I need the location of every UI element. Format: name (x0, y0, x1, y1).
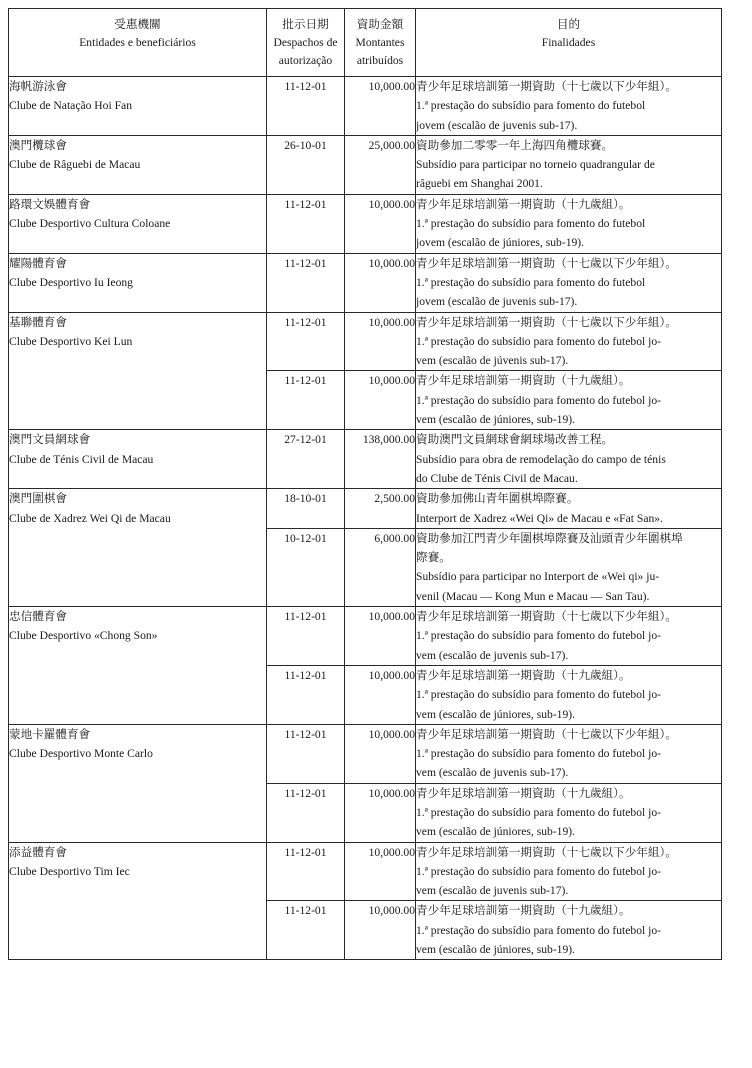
amount-cell: 10,000.00 (345, 253, 416, 312)
purpose-line: venil (Macau — Kong Mun e Macau — San Tau). (416, 589, 650, 603)
purpose-line: 1.ª prestação do subsídio para fomento do futebol jo- (416, 923, 661, 937)
header-purpose: 目的 Finalidades (416, 9, 722, 77)
table-row (9, 607, 722, 666)
purpose-line: 1.ª prestação do subsídio para fomento do futebol jo- (416, 629, 661, 643)
entity-cell (9, 430, 267, 489)
table-row (9, 312, 722, 371)
purpose-cell (416, 724, 722, 783)
purpose-line: vem (escalão de júniores, sub-19). (416, 825, 576, 839)
amount-cell: 10,000.00 (345, 194, 416, 253)
date-cell: 11-12-01 (267, 901, 345, 960)
entity-name-zh: 澳門文員網球會 (9, 433, 91, 447)
date-cell: 11-12-01 (267, 194, 345, 253)
entity-name-pt: Clube Desportivo «Chong Son» (9, 629, 158, 643)
purpose-cell (416, 783, 722, 842)
purpose-line: jovem (escalão de juvenis sub-17). (416, 118, 578, 132)
table-row (9, 724, 722, 783)
purpose-line: 資助參加二零零一年上海四角欖球賽。 (416, 138, 614, 152)
date-cell: 11-12-01 (267, 77, 345, 136)
purpose-cell (416, 528, 722, 606)
purpose-line: 青少年足球培訓第一期資助（十七歲以下少年組）。 (416, 610, 677, 624)
amount-cell: 2,500.00 (345, 489, 416, 529)
purpose-cell (416, 135, 722, 194)
purpose-line: 1.ª prestação do subsídio para fomento do futebol jo- (416, 747, 661, 761)
purpose-line: 青少年足球培訓第一期資助（十九歲組）。 (416, 668, 631, 682)
purpose-line: 青少年足球培訓第一期資助（十九歲組）。 (416, 197, 631, 211)
date-cell: 11-12-01 (267, 783, 345, 842)
purpose-line: vem (escalão de juvenis sub-17). (416, 884, 569, 898)
purpose-line: 1.ª prestação do subsídio para fomento do futebol (416, 99, 646, 113)
amount-cell: 10,000.00 (345, 783, 416, 842)
entity-name-pt: Clube Desportivo Cultura Coloane (9, 217, 171, 231)
entity-cell (9, 77, 267, 136)
purpose-line: 1.ª prestação do subsídio para fomento do futebol jo- (416, 393, 661, 407)
purpose-line: Interport de Xadrez «Wei Qi» de Macau e «Fat San». (416, 511, 663, 525)
amount-cell: 10,000.00 (345, 665, 416, 724)
amount-cell: 6,000.00 (345, 528, 416, 606)
purpose-cell (416, 77, 722, 136)
date-cell: 11-12-01 (267, 312, 345, 371)
purpose-line: 青少年足球培訓第一期資助（十九歲組）。 (416, 786, 631, 800)
purpose-line: vem (escalão de júniores, sub-19). (416, 413, 576, 427)
purpose-cell (416, 901, 722, 960)
date-cell: 11-12-01 (267, 253, 345, 312)
entity-cell (9, 135, 267, 194)
purpose-line: 青少年足球培訓第一期資助（十七歲以下少年組）。 (416, 315, 677, 329)
amount-cell: 10,000.00 (345, 901, 416, 960)
entity-name-zh: 耀陽體育會 (9, 256, 67, 270)
purpose-cell (416, 253, 722, 312)
header-entities: 受惠機關 Entidades e beneficiários (9, 9, 267, 77)
entity-name-pt: Clube Desportivo Kei Lun (9, 334, 133, 348)
purpose-line: 際賽。 (416, 551, 451, 565)
purpose-line: vem (escalão de júvenis sub-17). (416, 354, 569, 368)
purpose-line: 青少年足球培訓第一期資助（十七歲以下少年組）。 (416, 727, 677, 741)
purpose-line: 青少年足球培訓第一期資助（十七歲以下少年組）。 (416, 256, 677, 270)
entity-name-pt: Clube Desportivo Iu Ieong (9, 275, 133, 289)
purpose-line: Subsídio para participar no Interport de «Wei qi» ju- (416, 570, 660, 584)
purpose-cell (416, 430, 722, 489)
table-row (9, 489, 722, 529)
amount-cell: 10,000.00 (345, 77, 416, 136)
purpose-line: 1.ª prestação do subsídio para fomento do futebol (416, 217, 646, 231)
date-cell: 11-12-01 (267, 842, 345, 901)
table-row (9, 842, 722, 901)
purpose-line: 資助參加佛山青年圍棋埠際賽。 (416, 492, 579, 506)
amount-cell: 10,000.00 (345, 724, 416, 783)
purpose-line: 青少年足球培訓第一期資助（十七歲以下少年組）。 (416, 845, 677, 859)
purpose-cell (416, 489, 722, 529)
amount-cell: 10,000.00 (345, 371, 416, 430)
date-cell: 26-10-01 (267, 135, 345, 194)
purpose-cell (416, 607, 722, 666)
entity-cell (9, 842, 267, 960)
entity-name-pt: Clube Desportivo Monte Carlo (9, 747, 153, 761)
purpose-line: 青少年足球培訓第一期資助（十七歲以下少年組）。 (416, 80, 677, 93)
entity-name-zh: 澳門欖球會 (9, 138, 67, 152)
purpose-line: vem (escalão de juvenis sub-17). (416, 648, 569, 662)
date-cell: 27-12-01 (267, 430, 345, 489)
entity-cell (9, 607, 267, 725)
entity-name-pt: Clube de Râguebi de Macau (9, 158, 141, 172)
header-row (9, 9, 722, 77)
purpose-line: Subsídio para participar no torneio quadrangular de (416, 158, 655, 172)
entity-name-zh: 路環文娛體育會 (9, 197, 91, 211)
entity-name-pt: Clube de Natação Hoi Fan (9, 99, 132, 113)
date-cell: 11-12-01 (267, 665, 345, 724)
entity-name-zh: 海帆游泳會 (9, 80, 67, 93)
purpose-line: 青少年足球培訓第一期資助（十九歲組）。 (416, 904, 631, 918)
entity-cell (9, 253, 267, 312)
date-cell: 11-12-01 (267, 607, 345, 666)
subsidy-table (8, 8, 722, 960)
date-cell: 18-10-01 (267, 489, 345, 529)
entity-name-zh: 蒙地卡羅體育會 (9, 727, 91, 741)
amount-cell: 25,000.00 (345, 135, 416, 194)
purpose-line: vem (escalão de júniores, sub-19). (416, 943, 576, 957)
purpose-line: jovem (escalão de juvenis sub-17). (416, 295, 578, 309)
entity-name-zh: 澳門圍棋會 (9, 492, 67, 506)
entity-cell (9, 194, 267, 253)
amount-cell: 138,000.00 (345, 430, 416, 489)
date-cell: 10-12-01 (267, 528, 345, 606)
purpose-cell (416, 665, 722, 724)
purpose-cell (416, 194, 722, 253)
entity-name-pt: Clube Desportivo Tim Iec (9, 864, 130, 878)
purpose-line: 1.ª prestação do subsídio para fomento do futebol jo- (416, 334, 661, 348)
purpose-line: Subsídio para obra de remodelação do campo de ténis (416, 452, 666, 466)
table-row (9, 253, 722, 312)
entity-cell (9, 724, 267, 842)
amount-cell: 10,000.00 (345, 312, 416, 371)
table-row (9, 194, 722, 253)
amount-cell: 10,000.00 (345, 607, 416, 666)
entity-cell (9, 489, 267, 607)
table-row (9, 77, 722, 136)
purpose-cell (416, 371, 722, 430)
purpose-line: do Clube de Ténis Civil de Macau. (416, 471, 578, 485)
entity-name-zh: 忠信體育會 (9, 610, 67, 624)
entity-cell (9, 312, 267, 430)
entity-name-pt: Clube de Ténis Civil de Macau (9, 452, 154, 466)
entity-name-zh: 基聯體育會 (9, 315, 67, 329)
purpose-line: jovem (escalão de júniores, sub-19). (416, 236, 585, 250)
purpose-line: 資助參加江門青少年圍棋埠際賽及汕頭青少年圍棋埠 (416, 531, 683, 545)
date-cell: 11-12-01 (267, 724, 345, 783)
header-amount: 資助金額 Montantes atribuídos (345, 9, 416, 77)
purpose-line: 1.ª prestação do subsídio para fomento do futebol jo- (416, 805, 661, 819)
purpose-line: 1.ª prestação do subsídio para fomento do futebol (416, 275, 646, 289)
entity-name-pt: Clube de Xadrez Wei Qi de Macau (9, 511, 171, 525)
entity-name-zh: 添益體育會 (9, 845, 67, 859)
purpose-line: vem (escalão de júniores, sub-19). (416, 707, 576, 721)
table-row (9, 430, 722, 489)
amount-cell: 10,000.00 (345, 842, 416, 901)
date-cell: 11-12-01 (267, 371, 345, 430)
purpose-line: 資助澳門文員網球會網球場改善工程。 (416, 433, 614, 447)
purpose-cell (416, 842, 722, 901)
purpose-line: 1.ª prestação do subsídio para fomento do futebol jo- (416, 864, 661, 878)
purpose-line: 青少年足球培訓第一期資助（十九歲組）。 (416, 374, 631, 388)
purpose-line: 1.ª prestação do subsídio para fomento do futebol jo- (416, 688, 661, 702)
table-body (9, 77, 722, 960)
purpose-cell (416, 312, 722, 371)
purpose-line: vem (escalão de juvenis sub-17). (416, 766, 569, 780)
table-row (9, 135, 722, 194)
header-date: 批示日期 Despachos de autorização (267, 9, 345, 77)
purpose-line: râguebi em Shanghai 2001. (416, 177, 543, 191)
